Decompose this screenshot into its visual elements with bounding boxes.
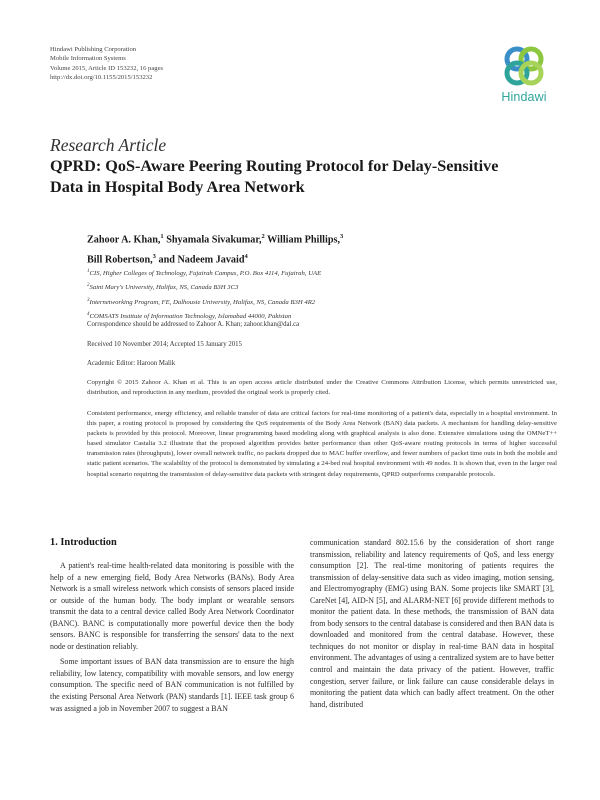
title-line-2: Data in Hospital Body Area Network [50, 178, 305, 196]
author-affil-ref: 4 [244, 252, 248, 260]
affiliation-list [87, 266, 557, 324]
article-type: Research Article [50, 135, 167, 155]
author-affil-ref: 1 [160, 233, 164, 240]
abstract: Consistent performance, energy efficiency, and reliable transfer of data are critical factors for real-time monitoring of a patient's data, especially in a hospital environment. In this paper, a routing protocol is proposed by considering the QoS requirements of the Body Area Network (BAN) data packets. A mechanism for handling delay-sensitive packets is provided by this protocol. Moreover, linear programming based modeling along with graphical analysis is also done. Extensive simulations using the OMNeT++ based simulator Castalia 3.2 illustrate that the proposed algorithm provides better performance than other QoS-aware routing protocols in terms of higher successful transmission rates (throughputs), lower overall network traffic, no packets dropped due to MAC buffer overflow, and fewer numbers of packet time outs in both the mobile and static patient scenarios. The scalability of the protocol is demonstrated by simulating a 24-bed real hospital environment with 49 nodes. It is shown that, even in the larger real hospital scenario requiring the transmission of delay-sensitive data packets with stringent delay requirements, QPRD outperforms comparable protocols. [87, 410, 557, 478]
received-accepted-dates: Received 10 November 2014; Accepted 15 January 2015 [87, 341, 242, 348]
title-line-1: QPRD: QoS-Aware Peering Routing Protocol for Delay-Sensitive [50, 157, 499, 175]
author-name[interactable]: Bill Robertson, [87, 254, 153, 266]
hindawi-logo[interactable] [492, 44, 556, 110]
body-column-right [310, 537, 554, 710]
author-affil-ref: 2 [261, 233, 265, 240]
journal-name: Mobile Information Systems [50, 55, 126, 63]
author-affil-ref: 3 [152, 252, 156, 260]
affiliation-item [87, 266, 557, 280]
affiliation-text: Internetworking Program, FE, Dalhousie University, Halifax, NS, Canada B3H 4R2 [89, 299, 316, 307]
author-name[interactable]: Zahoor A. Khan, [87, 234, 161, 246]
publication-info [50, 45, 350, 83]
affiliation-number: 2 [87, 283, 90, 289]
correspondence-note: Correspondence should be addressed to Zahoor A. Khan; zahoor.khan@dal.ca [87, 321, 300, 328]
body-paragraph: A patient's real-time health-related data monitoring is possible with the help of a new emerging field, Body Area Networks (BANs). Body Area Network is a small wireless network which consists of sensors placed inside or outside of the human body. The body implant or wearable sensors transmit the data to a central device called Body Area Network Coordinator (BANC). BANC is computationally more powerful device then the body sensors. BANC is responsible for transferring the sensors' data to the next node or destination reliably. [50, 561, 294, 651]
author-name[interactable]: Shyamala Sivakumar, [166, 234, 262, 246]
affiliation-item [87, 295, 557, 309]
logo-wordmark: Hindawi [501, 90, 547, 104]
volume-info: Volume 2015, Article ID 153232, 16 pages [50, 64, 164, 72]
affiliation-number: 3 [87, 297, 90, 303]
author-affil-ref: 3 [340, 233, 344, 240]
author-name[interactable]: and Nadeem Javaid [158, 254, 245, 266]
section-heading: 1. Introduction [50, 537, 117, 548]
author-list [87, 229, 557, 269]
affiliation-text: COMSATS Institute of Information Technology, Islamabad 44000, Pakistan [89, 313, 292, 321]
doi-link[interactable]: http://dx.doi.org/10.1155/2015/153232 [50, 74, 153, 82]
affiliation-number: 1 [87, 269, 90, 274]
affiliation-text: CIS, Higher Colleges of Technology, Fujairah Campus, P.O. Box 4114, Fujairah, UAE [89, 270, 322, 278]
publisher-name: Hindawi Publishing Corporation [50, 46, 137, 53]
body-paragraph: communication standard 802.15.6 by the consideration of short range transmission, reliability and latency requirements of QoS, and less energy consumption [2]. The real-time monitoring of patients requires the transmission of delay-sensitive data such as video imaging, motion sensing, and Electromyography (EMG) using BAN. Some projects like SMART [3], CareNet [4], AID-N [5], and ALARM-NET [6] provide different methods to monitor the patient data. In these methods, the transmission of BAN data from body sensors to the central database is considered and then BAN data is downloaded and monitored from the central database. However, these techniques do not monitor or display in real-time BAN data in hospital environment. The advantages of using a centralized system are to have better control and maintain the data privacy of the patient. However, traffic congestion, server failure, or link failure can cause considerable delays in monitoring the patient data which can badly affect treatment. On the other hand, distributed [310, 538, 554, 709]
paper-title [50, 156, 560, 198]
author-name[interactable]: William Phillips, [267, 234, 340, 246]
hindawi-logo-icon [501, 44, 547, 88]
affiliation-text: Saint Mary's University, Halifax, NS, Canada B3H 3C3 [89, 284, 239, 292]
body-paragraph: Some important issues of BAN data transmission are to ensure the high reliability, low latency, compatibility with movable sensors, and low energy consumption. The specific need of BAN communication is not fulfilled by the existing Personal Area Network (PAN) standards [1]. IEEE task group 6 was assigned a job in November 2007 to suggest a BAN [50, 657, 294, 713]
affiliation-item [87, 280, 557, 294]
copyright-notice: Copyright © 2015 Zahoor A. Khan et al. This is an open access article distributed under the Creative Commons Attribution License, which permits unrestricted use, distribution, and reproduction in any medium, provided the original work is properly cited. [87, 379, 557, 396]
academic-editor: Academic Editor: Haroon Malik [87, 360, 176, 367]
body-column-left [50, 560, 294, 714]
affiliation-number: 4 [87, 312, 90, 318]
